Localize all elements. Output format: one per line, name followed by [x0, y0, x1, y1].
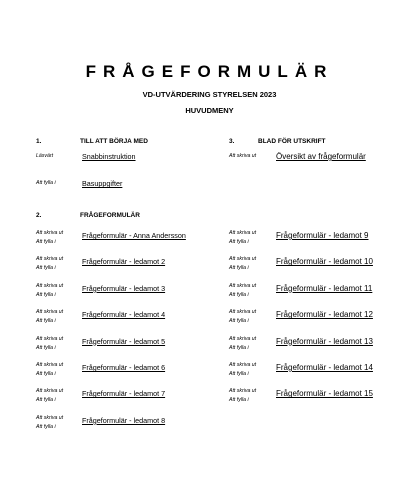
row-hint-print: Att skriva ut [36, 335, 64, 342]
row-hint-fill: Att fylla i [229, 239, 249, 245]
menu-heading: HUVUDMENY [185, 106, 234, 115]
questionnaire-link[interactable]: Frågeformulär - ledamot 12 [276, 310, 373, 320]
section-1-title: TILL ATT BÖRJA MED [80, 138, 148, 145]
section-1-number: 1. [36, 138, 42, 145]
questionnaire-link[interactable]: Frågeformulär - Anna Andersson [82, 231, 186, 240]
page-subtitle: VD-UTVÄRDERING STYRELSEN 2023 [142, 90, 277, 99]
questionnaire-link[interactable]: Frågeformulär - ledamot 11 [276, 283, 373, 293]
page-title: FRÅGEFORMULÄR [85, 62, 334, 81]
questionnaire-link[interactable]: Frågeformulär - ledamot 14 [276, 363, 373, 372]
questionnaire-link[interactable]: Frågeformulär - ledamot 13 [276, 336, 373, 346]
row-hint-print: Att skriva ut [229, 362, 257, 368]
row-hint-fill: Att fylla i [229, 397, 249, 404]
row-hint-print: Att skriva ut [229, 335, 257, 342]
row-hint-fill: Att fylla i [36, 397, 56, 404]
questionnaire-link[interactable]: Frågeformulär - ledamot 4 [82, 310, 166, 320]
row-hint-fill: Att fylla i [36, 423, 56, 430]
row-hint-fill: Att fylla i [36, 291, 56, 298]
row-hint-fill: Att fylla i [36, 239, 56, 245]
questionnaire-link[interactable]: Frågeformulär - ledamot 6 [82, 363, 166, 372]
link-basuppgifter[interactable]: Basuppgifter [82, 179, 123, 188]
row-hint-print: Att skriva ut [36, 282, 64, 289]
row-hint-print: Att skriva ut [229, 388, 257, 395]
row-hint-fill: Att fylla i [36, 371, 56, 377]
row-hint-print: Att skriva ut [229, 309, 257, 316]
row-hint-print: Att skriva ut [36, 230, 64, 236]
questionnaire-link[interactable]: Frågeformulär - ledamot 15 [276, 389, 373, 399]
row-hint-print: Att skriva ut [36, 256, 64, 263]
row-hint-print: Att skriva ut [229, 256, 257, 263]
row-hint-print: Att skriva ut [36, 309, 64, 316]
row-hint-fill: Att fylla i [36, 318, 56, 325]
row-hint-print: Att skriva ut [229, 282, 257, 289]
link-oversikt-fragefomular[interactable]: Översikt av frågeformulär [276, 152, 366, 161]
questionnaire-link[interactable]: Frågeformulär - ledamot 2 [82, 257, 166, 267]
questionnaire-link[interactable]: Frågeformulär - ledamot 7 [82, 389, 166, 399]
section-3-title: BLAD FÖR UTSKRIFT [258, 138, 326, 145]
row-hint-fill: Att fylla i [36, 344, 56, 351]
questionnaire-link[interactable]: Frågeformulär - ledamot 3 [82, 283, 166, 293]
section-3-number: 3. [229, 138, 235, 145]
row-hint-print: Att skriva ut [36, 414, 64, 421]
row-hint-fill: Att fylla i [229, 371, 249, 377]
questionnaire-link[interactable]: Frågeformulär - ledamot 8 [82, 415, 166, 425]
row-hint-fill: Att fylla i [229, 291, 249, 298]
questionnaire-link[interactable]: Frågeformulär - ledamot 9 [276, 231, 369, 240]
section-2-title: FRÅGEFORMULÄR [80, 212, 140, 219]
row-hint-print: Att skriva ut [36, 388, 64, 395]
questionnaire-link[interactable]: Frågeformulär - ledamot 5 [82, 336, 166, 346]
questionnaire-link[interactable]: Frågeformulär - ledamot 10 [276, 257, 373, 267]
section-1-hint-2: Att fylla i [36, 180, 56, 186]
row-hint-fill: Att fylla i [229, 265, 249, 272]
row-hint-fill: Att fylla i [229, 344, 249, 351]
row-hint-fill: Att fylla i [36, 265, 56, 272]
section-3-hint-1: Att skriva ut [229, 153, 257, 159]
section-2-number: 2. [36, 212, 42, 219]
row-hint-print: Att skriva ut [229, 230, 257, 236]
row-hint-fill: Att fylla i [229, 318, 249, 325]
section-1-hint-1: Läsvärt [36, 153, 54, 159]
link-snabbinstruktion[interactable]: Snabbinstruktion [82, 152, 136, 161]
row-hint-print: Att skriva ut [36, 362, 64, 368]
